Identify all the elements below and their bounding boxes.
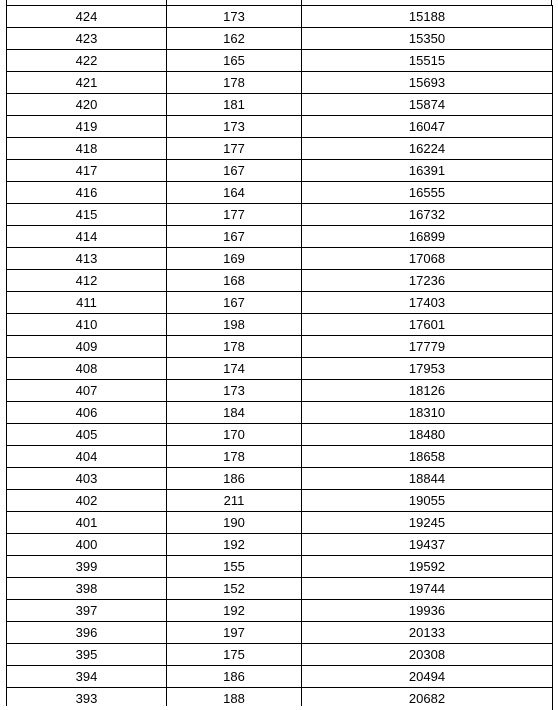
count-cell: 192 <box>167 600 302 622</box>
score-cell: 424 <box>7 6 167 28</box>
count-cell: 197 <box>167 622 302 644</box>
cumulative-cell: 17403 <box>302 292 553 314</box>
cumulative-cell: 18126 <box>302 380 553 402</box>
score-cell: 406 <box>7 402 167 424</box>
count-cell: 162 <box>167 28 302 50</box>
count-cell: 168 <box>167 270 302 292</box>
table-row <box>7 358 553 380</box>
cumulative-cell: 17236 <box>302 270 553 292</box>
score-distribution-table <box>6 5 553 710</box>
cumulative-cell: 18658 <box>302 446 553 468</box>
score-cell: 416 <box>7 182 167 204</box>
count-cell: 198 <box>167 314 302 336</box>
score-cell: 404 <box>7 446 167 468</box>
table-row <box>7 336 553 358</box>
score-cell: 420 <box>7 94 167 116</box>
table-row <box>7 160 553 182</box>
score-cell: 408 <box>7 358 167 380</box>
table-row <box>7 182 553 204</box>
count-cell: 165 <box>167 50 302 72</box>
table-row <box>7 468 553 490</box>
count-cell: 184 <box>167 402 302 424</box>
count-cell: 188 <box>167 688 302 710</box>
table-row <box>7 94 553 116</box>
count-cell: 178 <box>167 446 302 468</box>
count-cell: 178 <box>167 336 302 358</box>
table-row <box>7 248 553 270</box>
count-cell: 173 <box>167 6 302 28</box>
table-row <box>7 292 553 314</box>
cumulative-cell: 19245 <box>302 512 553 534</box>
count-cell: 169 <box>167 248 302 270</box>
score-cell: 418 <box>7 138 167 160</box>
score-cell: 394 <box>7 666 167 688</box>
table-row <box>7 226 553 248</box>
cumulative-cell: 20494 <box>302 666 553 688</box>
score-cell: 423 <box>7 28 167 50</box>
table-row <box>7 314 553 336</box>
count-cell: 173 <box>167 380 302 402</box>
cumulative-cell: 19055 <box>302 490 553 512</box>
score-cell: 409 <box>7 336 167 358</box>
table-row <box>7 28 553 50</box>
cumulative-cell: 20682 <box>302 688 553 710</box>
score-cell: 399 <box>7 556 167 578</box>
cumulative-cell: 18310 <box>302 402 553 424</box>
table-row <box>7 490 553 512</box>
table-row <box>7 622 553 644</box>
score-cell: 412 <box>7 270 167 292</box>
cumulative-cell: 20308 <box>302 644 553 666</box>
count-cell: 155 <box>167 556 302 578</box>
cumulative-cell: 15350 <box>302 28 553 50</box>
count-cell: 192 <box>167 534 302 556</box>
table-row <box>7 666 553 688</box>
cumulative-cell: 15515 <box>302 50 553 72</box>
count-cell: 177 <box>167 204 302 226</box>
score-cell: 417 <box>7 160 167 182</box>
table-row <box>7 50 553 72</box>
cumulative-cell: 16224 <box>302 138 553 160</box>
cumulative-cell: 16391 <box>302 160 553 182</box>
cumulative-cell: 15874 <box>302 94 553 116</box>
cumulative-cell: 16732 <box>302 204 553 226</box>
table-row <box>7 6 553 28</box>
count-cell: 167 <box>167 292 302 314</box>
cumulative-cell: 20133 <box>302 622 553 644</box>
table-row <box>7 116 553 138</box>
cumulative-cell: 16555 <box>302 182 553 204</box>
table-continuation-edge <box>6 706 552 710</box>
count-cell: 178 <box>167 72 302 94</box>
score-cell: 419 <box>7 116 167 138</box>
count-cell: 186 <box>167 666 302 688</box>
cumulative-cell: 17779 <box>302 336 553 358</box>
table-row <box>7 424 553 446</box>
table-row <box>7 512 553 534</box>
score-cell: 395 <box>7 644 167 666</box>
table-row <box>7 556 553 578</box>
table-body <box>7 6 553 710</box>
table-row <box>7 72 553 94</box>
table-row <box>7 644 553 666</box>
count-cell: 190 <box>167 512 302 534</box>
cumulative-cell: 16047 <box>302 116 553 138</box>
count-cell: 164 <box>167 182 302 204</box>
table-row <box>7 204 553 226</box>
cumulative-cell: 15188 <box>302 6 553 28</box>
count-cell: 173 <box>167 116 302 138</box>
score-cell: 397 <box>7 600 167 622</box>
cumulative-cell: 15693 <box>302 72 553 94</box>
cumulative-cell: 19437 <box>302 534 553 556</box>
count-cell: 174 <box>167 358 302 380</box>
cumulative-cell: 17601 <box>302 314 553 336</box>
table-row <box>7 380 553 402</box>
score-cell: 396 <box>7 622 167 644</box>
count-cell: 170 <box>167 424 302 446</box>
cumulative-cell: 19744 <box>302 578 553 600</box>
score-cell: 402 <box>7 490 167 512</box>
score-cell: 407 <box>7 380 167 402</box>
score-cell: 400 <box>7 534 167 556</box>
cumulative-cell: 17953 <box>302 358 553 380</box>
count-cell: 177 <box>167 138 302 160</box>
count-cell: 175 <box>167 644 302 666</box>
score-cell: 398 <box>7 578 167 600</box>
table-row <box>7 534 553 556</box>
count-cell: 167 <box>167 226 302 248</box>
count-cell: 211 <box>167 490 302 512</box>
count-cell: 152 <box>167 578 302 600</box>
score-cell: 414 <box>7 226 167 248</box>
score-cell: 393 <box>7 688 167 710</box>
count-cell: 186 <box>167 468 302 490</box>
table-row <box>7 446 553 468</box>
cumulative-cell: 17068 <box>302 248 553 270</box>
table-row <box>7 138 553 160</box>
score-cell: 410 <box>7 314 167 336</box>
cumulative-cell: 19936 <box>302 600 553 622</box>
cumulative-cell: 16899 <box>302 226 553 248</box>
score-cell: 405 <box>7 424 167 446</box>
cumulative-cell: 19592 <box>302 556 553 578</box>
count-cell: 181 <box>167 94 302 116</box>
score-cell: 421 <box>7 72 167 94</box>
score-cell: 403 <box>7 468 167 490</box>
table-row <box>7 600 553 622</box>
cumulative-cell: 18480 <box>302 424 553 446</box>
score-cell: 422 <box>7 50 167 72</box>
score-cell: 401 <box>7 512 167 534</box>
table-row <box>7 402 553 424</box>
score-cell: 415 <box>7 204 167 226</box>
score-cell: 411 <box>7 292 167 314</box>
cumulative-cell: 18844 <box>302 468 553 490</box>
table-row <box>7 270 553 292</box>
count-cell: 167 <box>167 160 302 182</box>
table-row <box>7 578 553 600</box>
score-cell: 413 <box>7 248 167 270</box>
